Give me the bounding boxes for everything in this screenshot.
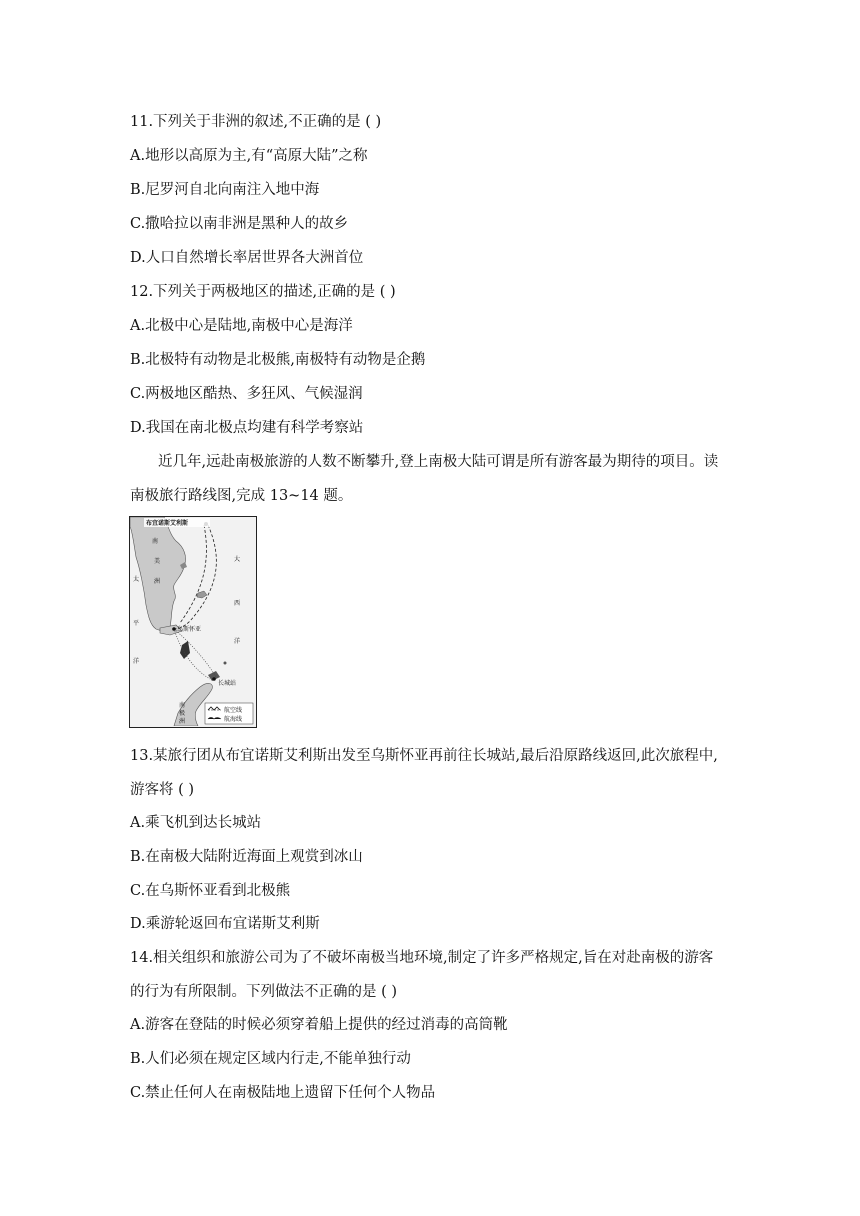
question-13-option-b: B.在南极大陆附近海面上观赏到冰山: [130, 849, 363, 865]
station-marker: [212, 677, 216, 681]
label-atlantic-1: 大: [234, 556, 241, 563]
label-continent-3: 洲: [154, 578, 161, 585]
intro-line-1: 近几年,远赴南极旅游的人数不断攀升,登上南极大陆可谓是所有游客最为期待的项目。读: [158, 454, 719, 470]
air-route-line-2: [180, 525, 206, 623]
air-route-line: [174, 525, 216, 629]
question-14-option-b: B.人们必须在规定区域内行走,不能单独行动: [130, 1051, 411, 1067]
label-atlantic-3: 洋: [234, 638, 241, 645]
drake-island: [180, 641, 190, 659]
question-14-stem-line-2: 的行为有所限制。下列做法不正确的是 ( ): [130, 984, 398, 1000]
legend-air-label: 航空线: [224, 707, 243, 714]
label-continent-2: 美: [154, 558, 161, 565]
island-dot: [224, 662, 227, 665]
south-america-land: [130, 517, 189, 630]
label-antarctica-3: 洲: [179, 718, 186, 725]
question-13-option-d: D.乘游轮返回布宜诺斯艾利斯: [130, 916, 320, 932]
label-pacific-2: 平: [133, 620, 140, 627]
label-continent-1: 南: [152, 538, 159, 545]
question-13-option-a: A.乘飞机到达长城站: [130, 815, 262, 831]
legend-sea-label: 航海线: [224, 716, 243, 723]
question-12-option-a: A.北极中心是陆地,南极中心是海洋: [130, 318, 353, 334]
question-14-option-a: A.游客在登陆的时候必须穿着船上提供的经过消毒的高筒靴: [130, 1017, 508, 1033]
label-ushuaia: 乌斯怀亚: [177, 626, 202, 633]
question-12-option-c: C.两极地区酷热、多狂风、气候湿润: [130, 386, 363, 402]
label-pacific-1: 太: [133, 576, 140, 583]
question-11-option-a: A.地形以高原为主,有“高原大陆”之称: [130, 148, 368, 164]
ushuaia-marker: [172, 627, 176, 631]
question-14-option-c: C.禁止任何人在南极陆地上遗留下任何个人物品: [130, 1085, 436, 1101]
question-12-option-d: D.我国在南北极点均建有科学考察站: [130, 420, 364, 436]
label-antarctica-1: 南: [179, 702, 186, 709]
question-11-option-d: D.人口自然增长率居世界各大洲首位: [130, 250, 364, 266]
question-13-stem-line-1: 13.某旅行团从布宜诺斯艾利斯出发至乌斯怀亚再前往长城站,最后沿原路线返回,此次旅程中,: [130, 748, 718, 764]
label-pacific-3: 洋: [133, 658, 140, 665]
question-11-stem: 11.下列关于非洲的叙述,不正确的是 ( ): [130, 114, 382, 130]
sea-route-line: [174, 629, 216, 679]
question-13-option-c: C.在乌斯怀亚看到北极熊: [130, 883, 291, 899]
question-14-stem-line-1: 14.相关组织和旅游公司为了不破坏南极当地环境,制定了许多严格规定,旨在对赴南极的游客: [130, 950, 714, 966]
label-antarctica-2: 极: [179, 710, 186, 717]
question-12-option-b: B.北极特有动物是北极熊,南极特有动物是企鹅: [130, 352, 426, 368]
question-12-stem: 12.下列关于两极地区的描述,正确的是 ( ): [130, 284, 396, 300]
question-11-option-b: B.尼罗河自北向南注入地中海: [130, 182, 320, 198]
falkland-islands: [197, 591, 207, 598]
label-atlantic-2: 西: [234, 600, 241, 607]
question-11-option-c: C.撒哈拉以南非洲是黑种人的故乡: [130, 216, 349, 232]
antarctic-route-map: [129, 516, 257, 728]
question-13-stem-line-2: 游客将 ( ): [130, 782, 195, 798]
label-buenos-aires: 布宜诺斯艾利斯: [146, 520, 189, 527]
route-map-svg: [130, 517, 255, 726]
intro-line-2: 南极旅行路线图,完成 13~14 题。: [130, 488, 353, 504]
label-station: 长城站: [218, 680, 237, 687]
